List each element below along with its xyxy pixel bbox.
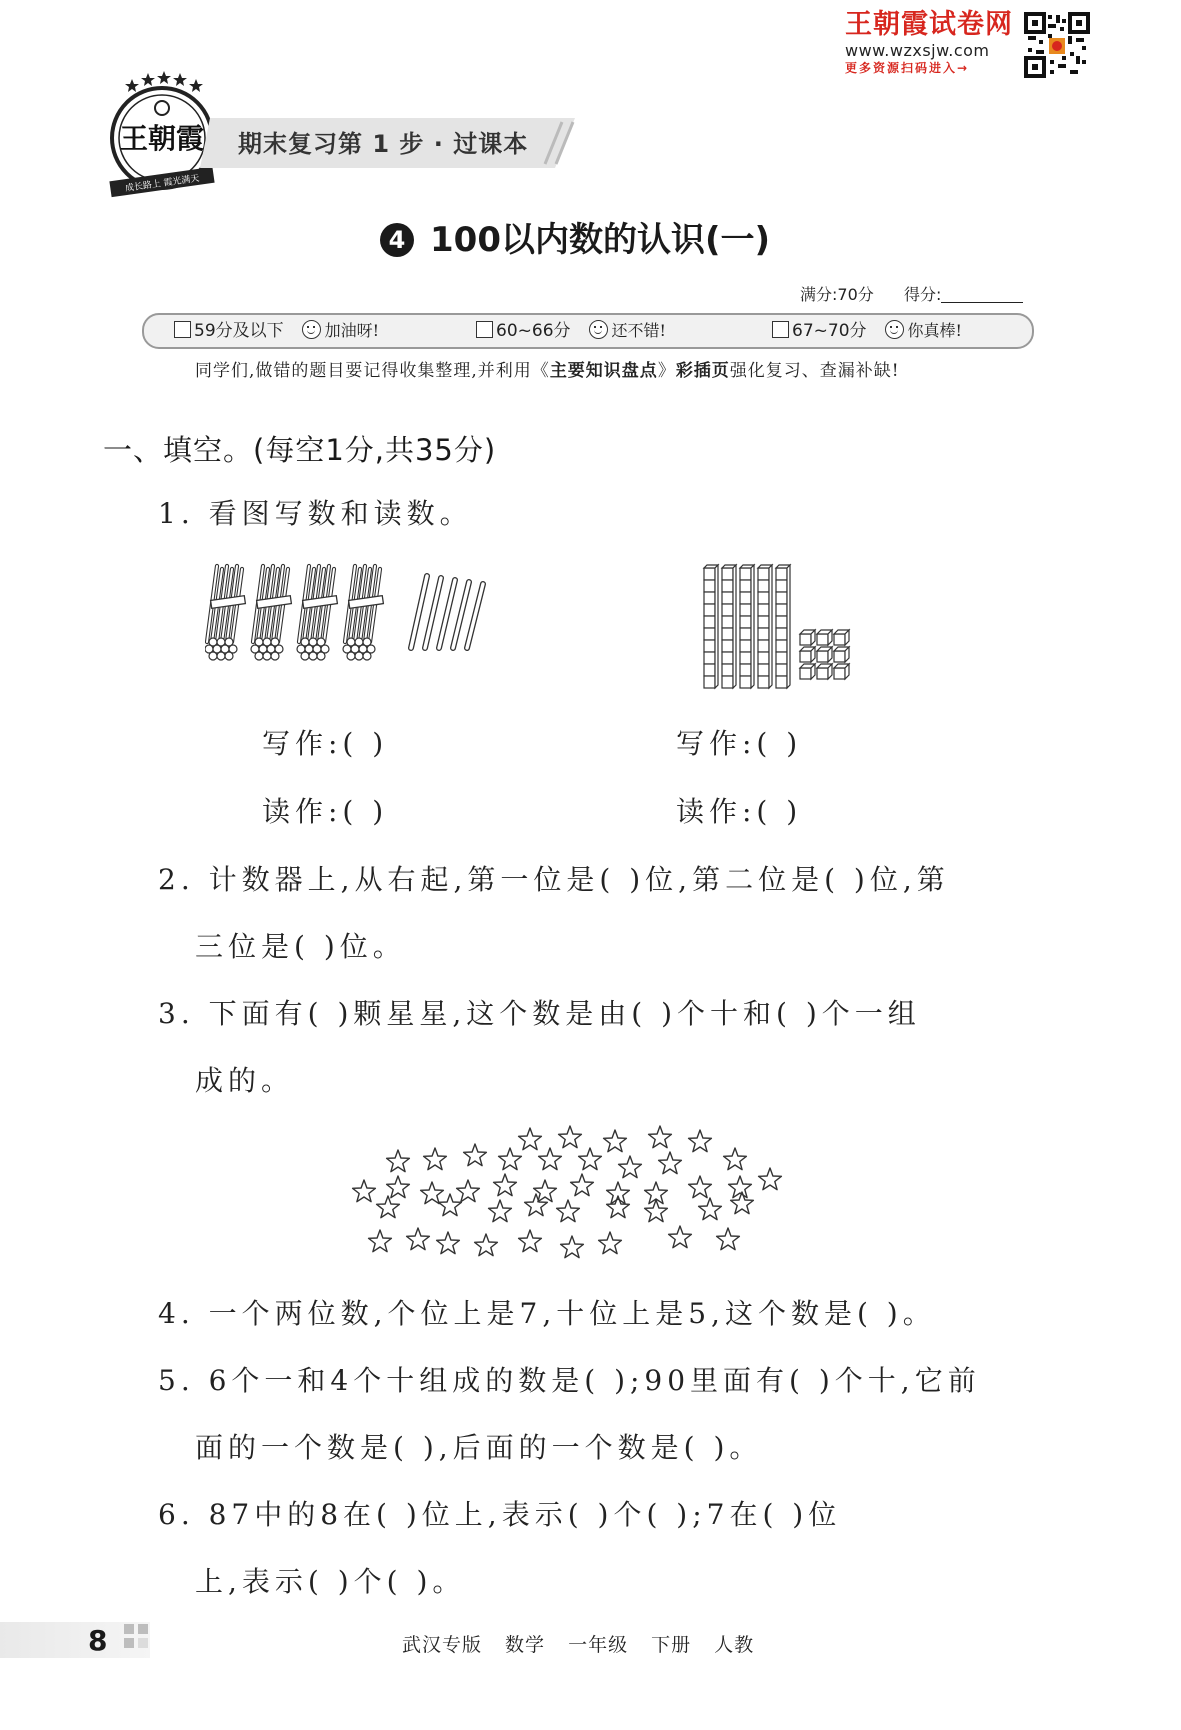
lesson-number-badge: 4 (380, 223, 414, 257)
star-outline-icon (689, 1130, 712, 1152)
tip-text (195, 356, 900, 381)
star-outline-icon (607, 1182, 630, 1204)
star-outline-icon (619, 1156, 642, 1178)
star-outline-icon (557, 1200, 580, 1222)
question-5-line-2[interactable]: 面的一个数是( ),后面的一个数是( )。 (195, 1431, 763, 1464)
star-outline-icon (439, 1194, 462, 1216)
unit-cube (800, 664, 815, 679)
question-5-line-1[interactable]: 5. 6个一和4个十组成的数是( );90里面有( )个十,它前 (158, 1364, 981, 1397)
star-outline-icon (561, 1236, 584, 1258)
question-2-line-2[interactable]: 三位是( )位。 (195, 930, 406, 963)
rating-range: 67~70分 (792, 321, 867, 341)
score-line (800, 282, 1023, 305)
lesson-title-text: 100以内数的认识(一) (430, 220, 771, 260)
stars-figure (350, 1120, 830, 1280)
question-3-line-1[interactable]: 3. 下面有( )颗星星,这个数是由( )个十和( )个一组 (158, 997, 921, 1030)
lesson-title (380, 212, 770, 261)
star-outline-icon (464, 1144, 487, 1166)
unit-cube (834, 647, 849, 662)
star-outline-icon (424, 1148, 447, 1170)
star-outline-icon (437, 1232, 460, 1254)
brand-url[interactable]: www.wzxsjw.com (845, 41, 990, 60)
star-outline-icon (599, 1232, 622, 1254)
tip-bold-insert: 彩插页 (675, 361, 730, 381)
star-outline-icon (387, 1150, 410, 1172)
unit-cube (800, 647, 815, 662)
rating-checkbox[interactable] (174, 321, 191, 338)
unit-cube (817, 664, 832, 679)
unit-cube (817, 630, 832, 645)
star-outline-icon (457, 1180, 480, 1202)
ten-column (776, 565, 790, 688)
unit-cube (834, 630, 849, 645)
brand-tagline: 更多资源扫码进入→ (845, 61, 970, 75)
star-outline-icon (421, 1182, 444, 1204)
star-outline-icon (659, 1152, 682, 1174)
star-outline-icon (377, 1196, 400, 1218)
stick-bundle (343, 566, 383, 660)
stick-bundle (297, 566, 337, 660)
star-outline-icon (407, 1228, 430, 1250)
rating-item-3 (772, 320, 962, 342)
question-1-read-left[interactable]: 读作:( ) (262, 795, 389, 828)
question-1-title: 1. 看图写数和读数。 (158, 497, 473, 530)
ten-column (704, 565, 718, 688)
star-outline-icon (649, 1126, 672, 1148)
ten-column (740, 565, 754, 688)
tip-mid: 》 (657, 361, 676, 381)
banner-text: 期末复习第 1 步 · 过课本 (238, 130, 529, 158)
star-outline-icon (475, 1234, 498, 1256)
ten-column (758, 565, 772, 688)
brand-name: 王朝霞试卷网 (845, 9, 1013, 40)
star-outline-icon (519, 1230, 542, 1252)
logo-name: 王朝霞 (119, 122, 205, 155)
star-outline-icon (499, 1148, 522, 1170)
brand-block (845, 8, 1023, 76)
star-outline-icon (559, 1126, 582, 1148)
star-outline-icon (579, 1148, 602, 1170)
page-number: 8 (88, 1624, 108, 1657)
star-outline-icon (353, 1180, 376, 1202)
rating-item-2 (476, 320, 666, 342)
star-outline-icon (571, 1174, 594, 1196)
logo-slogan: 成长路上 霞光满天 (124, 173, 201, 195)
stick-bundle (205, 566, 245, 660)
score-blank[interactable] (941, 286, 1023, 303)
star-outline-icon (369, 1230, 392, 1252)
star-outline-icon (717, 1228, 740, 1250)
single-stick (467, 584, 483, 648)
star-outline-icon (604, 1130, 627, 1152)
rating-checkbox[interactable] (772, 321, 789, 338)
question-6-line-1[interactable]: 6. 87中的8在( )位上,表示( )个( );7在( )位 (158, 1498, 842, 1531)
unit-cube (817, 647, 832, 662)
star-outline-icon (729, 1176, 752, 1198)
section-title: 一、填空。(每空1分,共35分) (103, 433, 497, 467)
question-2-line-1[interactable]: 2. 计数器上,从右起,第一位是( )位,第二位是( )位,第 (158, 863, 950, 896)
rating-checkbox[interactable] (476, 321, 493, 338)
ten-column (722, 565, 736, 688)
star-outline-icon (489, 1200, 512, 1222)
unit-cube (834, 664, 849, 679)
rating-word: 你真棒! (907, 321, 962, 340)
tip-after: 强化复习、查漏补缺! (729, 361, 900, 381)
star-outline-icon (519, 1128, 542, 1150)
star-outline-icon (669, 1226, 692, 1248)
question-1-read-right[interactable]: 读作:( ) (676, 795, 803, 828)
question-3-line-2: 成的。 (195, 1064, 295, 1097)
footer-book-info: 武汉专版 数学 一年级 下册 人教 (402, 1634, 755, 1656)
star-outline-icon (494, 1174, 517, 1196)
base-ten-blocks-figure (700, 560, 885, 695)
full-score-label: 满分:70分 (800, 285, 874, 304)
tip-bold-knowledge: 主要知识盘点 (549, 361, 658, 381)
smiley-face-icon (302, 320, 321, 339)
qr-code-icon[interactable] (1024, 12, 1090, 78)
star-outline-icon (539, 1148, 562, 1170)
question-4[interactable]: 4. 一个两位数,个位上是7,十位上是5,这个数是( )。 (158, 1297, 936, 1330)
self-rating-bar (142, 313, 1034, 349)
rating-range: 60~66分 (496, 321, 571, 341)
tip-before: 同学们,做错的题目要记得收集整理,并利用《 (195, 361, 550, 381)
star-outline-icon (699, 1198, 722, 1220)
rating-range: 59分及以下 (194, 321, 284, 341)
rating-word: 加油呀! (324, 321, 380, 340)
star-outline-icon (724, 1148, 747, 1170)
question-1-write-right[interactable]: 写作:( ) (676, 727, 803, 760)
rating-item-1 (174, 320, 379, 342)
question-6-line-2[interactable]: 上,表示( )个( )。 (195, 1565, 466, 1598)
star-outline-icon (759, 1168, 782, 1190)
score-label: 得分: (903, 285, 942, 304)
star-outline-icon (689, 1176, 712, 1198)
smiley-face-icon (589, 320, 608, 339)
star-outline-icon (645, 1200, 668, 1222)
footer-squares-decoration (124, 1624, 150, 1654)
stick-bundle (251, 566, 291, 660)
smiley-face-icon (885, 320, 904, 339)
star-outline-icon (387, 1176, 410, 1198)
rating-word: 还不错! (611, 321, 666, 340)
unit-cube (800, 630, 815, 645)
stick-bundles-figure (205, 560, 545, 675)
question-1-write-left[interactable]: 写作:( ) (262, 727, 389, 760)
